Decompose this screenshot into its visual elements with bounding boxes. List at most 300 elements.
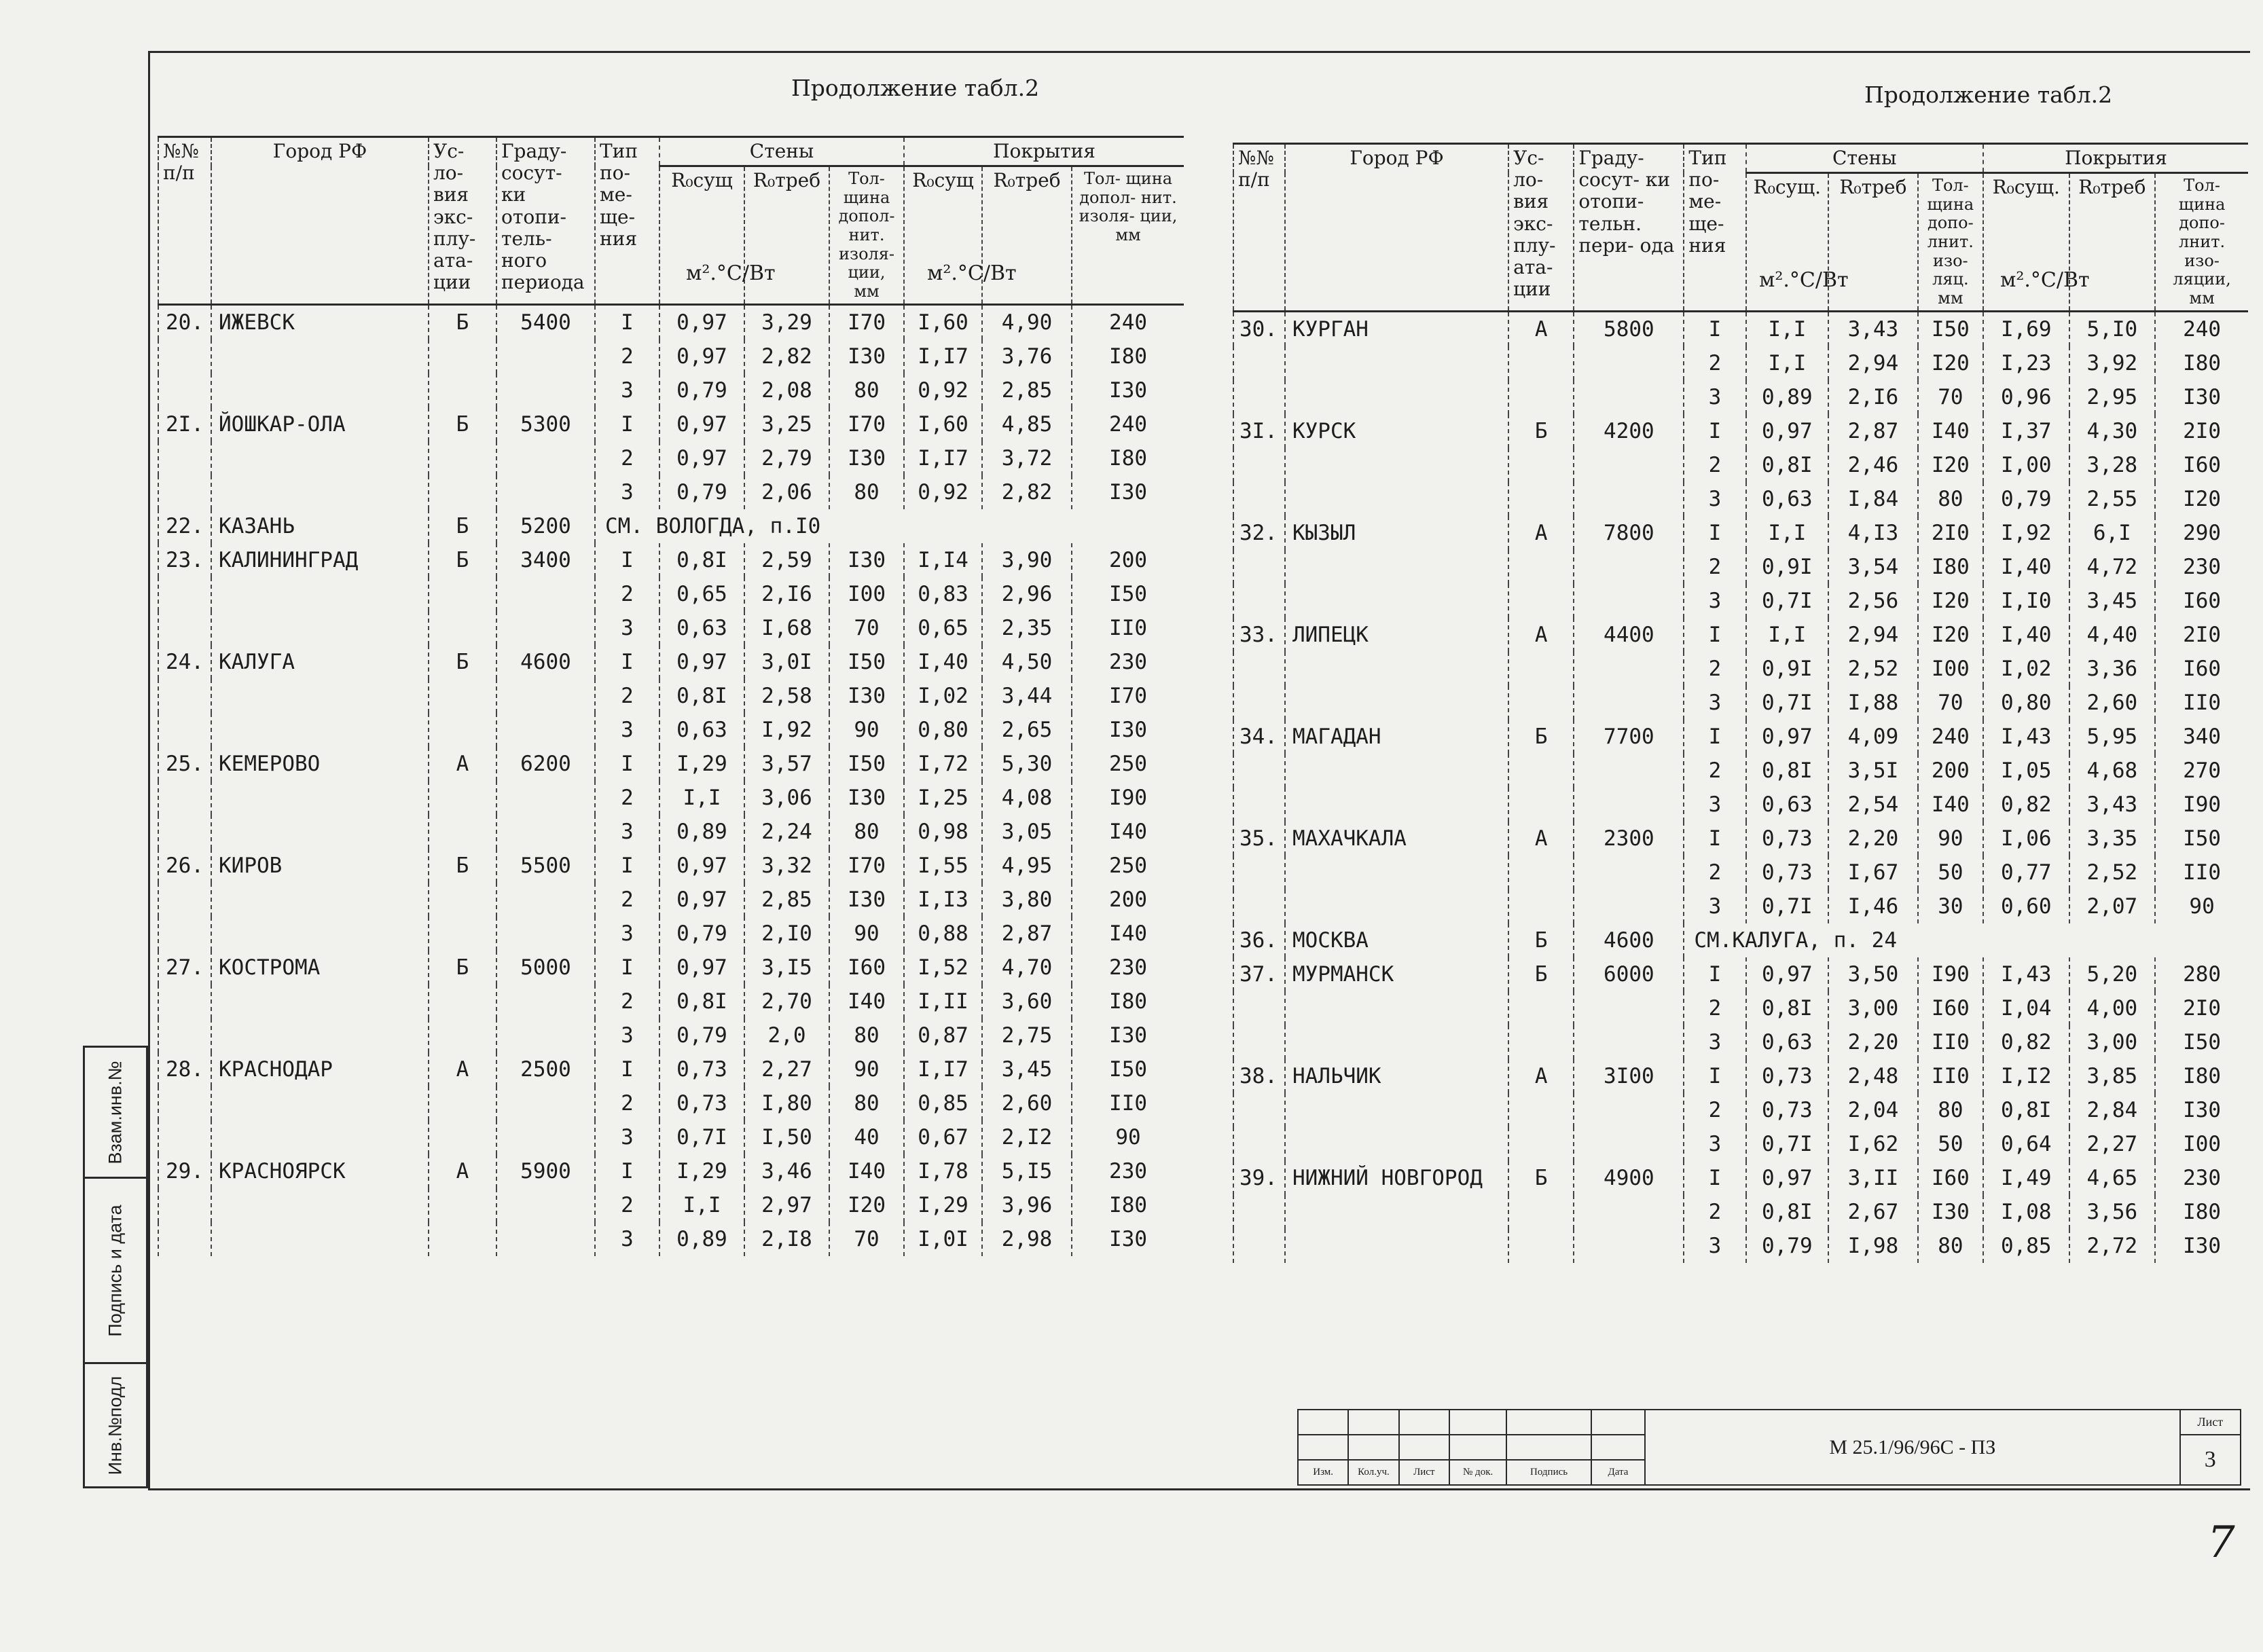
walls-r-required: 3,54	[1828, 550, 1918, 584]
walls-r-existing: 0,73	[659, 1086, 744, 1120]
operating-condition	[429, 883, 496, 917]
row-number: 28.	[158, 1052, 211, 1086]
room-type: 2	[595, 577, 659, 611]
roof-r-required: 3,90	[982, 543, 1072, 577]
walls-r-existing: 0,8I	[1746, 754, 1829, 788]
city-name	[1285, 346, 1508, 380]
walls-r-existing: 0,97	[659, 883, 744, 917]
roof-r-required: 3,00	[2069, 1025, 2156, 1059]
row-number: 22.	[158, 509, 211, 543]
stamp-label: Дата	[1591, 1460, 1645, 1485]
room-type: I	[1684, 1059, 1745, 1093]
table-row	[1233, 991, 2248, 1025]
stamp-label: № док.	[1449, 1460, 1506, 1485]
row-number: 24.	[158, 645, 211, 679]
city-name: МАХАЧКАЛА	[1285, 822, 1508, 856]
roof-r-required: 3,45	[982, 1052, 1072, 1086]
operating-condition	[429, 815, 496, 849]
walls-r-required: I,92	[744, 713, 829, 747]
walls-insulation-thickness: 80	[829, 373, 904, 407]
table-row	[158, 339, 1184, 373]
row-number	[158, 475, 211, 509]
operating-condition	[429, 611, 496, 645]
walls-r-required: 3,32	[744, 849, 829, 883]
room-type: I	[595, 849, 659, 883]
stamp-label: Изм.	[1298, 1460, 1348, 1485]
roof-r-required: 4,30	[2069, 414, 2156, 448]
roof-r-required: 4,00	[2069, 991, 2156, 1025]
hdr-walls-thickness: Тол- щина допол- нит. изоля- ции, мм	[829, 166, 904, 305]
roof-r-required: 3,76	[982, 339, 1072, 373]
roof-r-existing: I,04	[1983, 991, 2069, 1025]
walls-r-required: 2,67	[1828, 1195, 1918, 1229]
city-name	[211, 713, 429, 747]
walls-r-existing: 0,7I	[659, 1120, 744, 1154]
walls-r-existing: I,I	[1746, 516, 1829, 550]
hdr-degree-days: Граду- сосут- ки отопи- тельн. пери- ода	[1574, 144, 1684, 312]
row-number: 39.	[1233, 1161, 1285, 1195]
left-data-table	[158, 136, 1184, 1256]
roof-r-required: 2,07	[2069, 889, 2156, 923]
walls-insulation-thickness: 80	[829, 475, 904, 509]
row-number	[1233, 448, 1285, 482]
row-number	[1233, 686, 1285, 720]
walls-r-existing: I,29	[659, 1154, 744, 1188]
roof-r-required: 4,72	[2069, 550, 2156, 584]
roof-r-required: 2,52	[2069, 856, 2156, 889]
degree-days: 3I00	[1574, 1059, 1684, 1093]
table-row	[158, 441, 1184, 475]
room-type: 3	[1684, 686, 1745, 720]
city-name	[211, 985, 429, 1018]
walls-insulation-thickness: 80	[829, 815, 904, 849]
table-row	[158, 611, 1184, 645]
roof-r-required: 4,68	[2069, 754, 2156, 788]
row-number	[158, 1018, 211, 1052]
degree-days	[496, 1222, 595, 1256]
city-name	[211, 1222, 429, 1256]
title-block	[1297, 1409, 2241, 1486]
operating-condition: Б	[429, 645, 496, 679]
walls-insulation-thickness: I40	[829, 1154, 904, 1188]
roof-r-required: 2,I2	[982, 1120, 1072, 1154]
walls-r-required: 2,04	[1828, 1093, 1918, 1127]
table-row	[158, 543, 1184, 577]
city-name	[211, 781, 429, 815]
walls-r-required: I,68	[744, 611, 829, 645]
table-row	[158, 747, 1184, 781]
hdr-conditions: Ус- ло- вия экс- плу- ата- ции	[429, 137, 496, 305]
city-name	[1285, 652, 1508, 686]
walls-r-required: 4,09	[1828, 720, 1918, 754]
walls-r-existing: 0,89	[659, 815, 744, 849]
table-row	[1233, 923, 2248, 957]
room-type: I	[595, 747, 659, 781]
operating-condition: Б	[429, 849, 496, 883]
row-number	[158, 883, 211, 917]
roof-insulation-thickness: 290	[2155, 516, 2248, 550]
walls-insulation-thickness: 80	[1918, 1093, 1983, 1127]
roof-insulation-thickness: I40	[1072, 917, 1184, 951]
row-number	[1233, 889, 1285, 923]
walls-r-required: 2,I0	[744, 917, 829, 951]
roof-r-existing: I,I7	[904, 441, 982, 475]
walls-insulation-thickness: I20	[1918, 618, 1983, 652]
walls-r-required: 2,94	[1828, 618, 1918, 652]
walls-r-existing: 0,97	[659, 407, 744, 441]
walls-insulation-thickness: I40	[829, 985, 904, 1018]
walls-r-required: I,88	[1828, 686, 1918, 720]
hdr-roof-thickness: Тол- щина допол- нит. изоля- ции, мм	[1072, 166, 1184, 305]
hdr-room-type: Тип по- ме- ще- ния	[1684, 144, 1745, 312]
walls-insulation-thickness: I60	[1918, 1161, 1983, 1195]
city-name: НИЖНИЙ НОВГОРОД	[1285, 1161, 1508, 1195]
table-row	[1233, 414, 2248, 448]
degree-days	[496, 815, 595, 849]
walls-insulation-thickness: II0	[1918, 1059, 1983, 1093]
roof-r-existing: I,02	[1983, 652, 2069, 686]
roof-insulation-thickness: I50	[2155, 1025, 2248, 1059]
roof-r-required: 4,70	[982, 951, 1072, 985]
city-name	[211, 339, 429, 373]
walls-r-existing: 0,73	[1746, 1093, 1829, 1127]
row-number: 26.	[158, 849, 211, 883]
roof-r-required: 2,35	[982, 611, 1072, 645]
walls-r-existing: 0,79	[659, 1018, 744, 1052]
roof-r-required: 2,55	[2069, 482, 2156, 516]
roof-insulation-thickness: I80	[2155, 346, 2248, 380]
right-units-roof: м².°С/Вт	[2000, 268, 2090, 292]
room-type: I	[1684, 957, 1745, 991]
roof-r-required: 3,05	[982, 815, 1072, 849]
roof-insulation-thickness: 270	[2155, 754, 2248, 788]
operating-condition: Б	[1508, 957, 1574, 991]
walls-insulation-thickness: 70	[829, 611, 904, 645]
city-name	[211, 1086, 429, 1120]
roof-r-existing: I,72	[904, 747, 982, 781]
degree-days: 4600	[496, 645, 595, 679]
operating-condition	[1508, 1195, 1574, 1229]
degree-days: 5200	[496, 509, 595, 543]
roof-r-existing: I,00	[1983, 448, 2069, 482]
operating-condition	[429, 917, 496, 951]
degree-days	[1574, 380, 1684, 414]
row-number	[1233, 991, 1285, 1025]
room-type: 3	[595, 917, 659, 951]
hdr-city: Город РФ	[211, 137, 429, 305]
hdr-num: №№ п/п	[1233, 144, 1285, 312]
walls-r-existing: 0,97	[1746, 414, 1829, 448]
room-type: I	[1684, 822, 1745, 856]
roof-insulation-thickness: I90	[1072, 781, 1184, 815]
table-row	[1233, 720, 2248, 754]
city-name	[1285, 550, 1508, 584]
walls-r-existing: 0,63	[659, 713, 744, 747]
room-type: 2	[595, 1086, 659, 1120]
degree-days	[496, 679, 595, 713]
walls-r-existing: 0,79	[659, 475, 744, 509]
roof-r-existing: 0,83	[904, 577, 982, 611]
roof-r-required: 6,I	[2069, 516, 2156, 550]
roof-insulation-thickness: I30	[1072, 1222, 1184, 1256]
degree-days	[1574, 584, 1684, 618]
table-row	[1233, 1059, 2248, 1093]
operating-condition: Б	[429, 407, 496, 441]
degree-days: 5000	[496, 951, 595, 985]
operating-condition	[429, 713, 496, 747]
city-name	[211, 611, 429, 645]
city-name	[1285, 788, 1508, 822]
walls-insulation-thickness: I40	[1918, 414, 1983, 448]
walls-r-required: 3,II	[1828, 1161, 1918, 1195]
room-type: 2	[595, 679, 659, 713]
room-type: 2	[1684, 1195, 1745, 1229]
right-data-table	[1233, 143, 2248, 1263]
walls-r-required: 3,46	[744, 1154, 829, 1188]
roof-r-existing: I,43	[1983, 957, 2069, 991]
operating-condition	[1508, 550, 1574, 584]
row-number: 25.	[158, 747, 211, 781]
degree-days	[496, 1188, 595, 1222]
walls-insulation-thickness: I80	[1918, 550, 1983, 584]
roof-r-required: 4,65	[2069, 1161, 2156, 1195]
roof-r-existing: I,I3	[904, 883, 982, 917]
roof-r-required: 2,98	[982, 1222, 1072, 1256]
degree-days	[1574, 889, 1684, 923]
roof-insulation-thickness: I60	[2155, 652, 2248, 686]
table-row	[158, 373, 1184, 407]
operating-condition: Б	[429, 543, 496, 577]
roof-insulation-thickness: I30	[2155, 380, 2248, 414]
roof-r-existing: I,25	[904, 781, 982, 815]
row-number	[158, 1222, 211, 1256]
roof-r-required: 4,50	[982, 645, 1072, 679]
walls-insulation-thickness: 90	[1918, 822, 1983, 856]
walls-r-existing: 0,73	[1746, 822, 1829, 856]
operating-condition	[1508, 448, 1574, 482]
roof-r-existing: 0,85	[904, 1086, 982, 1120]
degree-days: 6200	[496, 747, 595, 781]
degree-days: 4200	[1574, 414, 1684, 448]
degree-days	[1574, 652, 1684, 686]
operating-condition	[1508, 380, 1574, 414]
room-type: 2	[595, 441, 659, 475]
stamp-ref-inv: Взам.инв.№	[105, 1060, 126, 1164]
table-row	[1233, 346, 2248, 380]
roof-r-required: 4,40	[2069, 618, 2156, 652]
hdr-roof-r-req: R₀треб	[2069, 173, 2156, 312]
hdr-walls: Стены	[1746, 144, 1983, 173]
operating-condition	[429, 339, 496, 373]
walls-r-required: 2,20	[1828, 822, 1918, 856]
page-mark: 7	[2207, 1518, 2235, 1568]
walls-r-required: 2,97	[744, 1188, 829, 1222]
hdr-walls-r-req: R₀треб	[1828, 173, 1918, 312]
room-type: 3	[1684, 1127, 1745, 1161]
roof-insulation-thickness: 240	[1072, 407, 1184, 441]
room-type: I	[1684, 516, 1745, 550]
roof-r-existing: I,I0	[1983, 584, 2069, 618]
city-name: МУРМАНСК	[1285, 957, 1508, 991]
walls-r-required: 2,58	[744, 679, 829, 713]
city-name	[1285, 448, 1508, 482]
degree-days: 5400	[496, 305, 595, 340]
roof-insulation-thickness: I80	[1072, 1188, 1184, 1222]
row-number	[1233, 1025, 1285, 1059]
roof-r-existing: I,0I	[904, 1222, 982, 1256]
row-number: 20.	[158, 305, 211, 340]
walls-insulation-thickness: I40	[1918, 788, 1983, 822]
row-number	[1233, 1229, 1285, 1263]
walls-r-required: 3,00	[1828, 991, 1918, 1025]
walls-insulation-thickness: 200	[1918, 754, 1983, 788]
operating-condition: Б	[429, 509, 496, 543]
roof-insulation-thickness: I00	[2155, 1127, 2248, 1161]
degree-days	[1574, 550, 1684, 584]
table-row	[1233, 312, 2248, 347]
operating-condition	[1508, 652, 1574, 686]
table-row	[158, 883, 1184, 917]
operating-condition: Б	[1508, 1161, 1574, 1195]
frame-bottom-border	[148, 1488, 2250, 1490]
walls-insulation-thickness: I60	[1918, 991, 1983, 1025]
roof-insulation-thickness: 90	[1072, 1120, 1184, 1154]
room-type: 3	[1684, 1025, 1745, 1059]
degree-days	[496, 339, 595, 373]
table-row	[158, 1222, 1184, 1256]
walls-r-existing: 0,97	[659, 441, 744, 475]
table-row	[1233, 584, 2248, 618]
room-type: 2	[595, 339, 659, 373]
row-number	[158, 815, 211, 849]
row-number	[158, 1086, 211, 1120]
roof-insulation-thickness: I30	[1072, 713, 1184, 747]
row-number	[1233, 754, 1285, 788]
walls-r-existing: 0,8I	[659, 543, 744, 577]
walls-insulation-thickness: II0	[1918, 1025, 1983, 1059]
walls-insulation-thickness: 30	[1918, 889, 1983, 923]
operating-condition	[1508, 991, 1574, 1025]
roof-insulation-thickness: I50	[1072, 1052, 1184, 1086]
operating-condition	[429, 1188, 496, 1222]
roof-r-required: 2,72	[2069, 1229, 2156, 1263]
walls-r-existing: 0,97	[1746, 720, 1829, 754]
degree-days	[496, 373, 595, 407]
table-row	[1233, 754, 2248, 788]
roof-r-required: 3,72	[982, 441, 1072, 475]
city-name: КЕМЕРОВО	[211, 747, 429, 781]
hdr-roof-r-exist: R₀сущ	[904, 166, 982, 305]
city-name	[211, 441, 429, 475]
table-row	[158, 1154, 1184, 1188]
row-number: 29.	[158, 1154, 211, 1188]
operating-condition: А	[1508, 516, 1574, 550]
roof-r-required: 5,I0	[2069, 312, 2156, 347]
city-name: КАЗАНЬ	[211, 509, 429, 543]
walls-r-required: 2,0	[744, 1018, 829, 1052]
operating-condition: А	[429, 1052, 496, 1086]
room-type: 2	[1684, 448, 1745, 482]
table-row	[1233, 618, 2248, 652]
table-row	[1233, 957, 2248, 991]
city-name: КРАСНОЯРСК	[211, 1154, 429, 1188]
degree-days	[1574, 856, 1684, 889]
row-number	[158, 373, 211, 407]
row-number	[1233, 1195, 1285, 1229]
city-name	[1285, 856, 1508, 889]
degree-days	[496, 577, 595, 611]
room-type: 3	[595, 815, 659, 849]
roof-r-existing: I,I7	[904, 1052, 982, 1086]
row-number	[1233, 482, 1285, 516]
city-name	[211, 679, 429, 713]
room-type: I	[1684, 618, 1745, 652]
city-name	[1285, 754, 1508, 788]
table-row	[158, 1120, 1184, 1154]
degree-days: 5500	[496, 849, 595, 883]
walls-r-existing: 0,97	[1746, 957, 1829, 991]
walls-r-existing: I,I	[1746, 618, 1829, 652]
roof-r-required: 5,I5	[982, 1154, 1072, 1188]
walls-r-required: 2,08	[744, 373, 829, 407]
operating-condition	[1508, 889, 1574, 923]
row-number	[158, 577, 211, 611]
row-number	[158, 713, 211, 747]
walls-r-existing: I,I	[659, 1188, 744, 1222]
city-name: КУРГАН	[1285, 312, 1508, 347]
row-number: 27.	[158, 951, 211, 985]
walls-insulation-thickness: I60	[829, 951, 904, 985]
roof-r-required: 2,96	[982, 577, 1072, 611]
hdr-roof-r-req: R₀треб	[982, 166, 1072, 305]
walls-r-required: 2,20	[1828, 1025, 1918, 1059]
room-type: 3	[1684, 482, 1745, 516]
walls-insulation-thickness: 90	[829, 1052, 904, 1086]
table-row	[1233, 652, 2248, 686]
walls-insulation-thickness: I20	[829, 1188, 904, 1222]
row-number	[1233, 856, 1285, 889]
roof-r-required: 5,30	[982, 747, 1072, 781]
roof-r-existing: 0,98	[904, 815, 982, 849]
roof-r-required: 2,85	[982, 373, 1072, 407]
roof-r-existing: 0,8I	[1983, 1093, 2069, 1127]
walls-insulation-thickness: I30	[1918, 1195, 1983, 1229]
table-row	[1233, 448, 2248, 482]
table-row	[1233, 380, 2248, 414]
walls-insulation-thickness: 90	[829, 713, 904, 747]
roof-insulation-thickness: 230	[1072, 1154, 1184, 1188]
table-row	[1233, 550, 2248, 584]
city-name: КРАСНОДАР	[211, 1052, 429, 1086]
row-number	[1233, 380, 1285, 414]
room-type: 3	[1684, 584, 1745, 618]
row-number	[158, 441, 211, 475]
walls-r-required: 2,87	[1828, 414, 1918, 448]
operating-condition	[429, 475, 496, 509]
roof-r-existing: I,43	[1983, 720, 2069, 754]
walls-r-existing: I,I	[1746, 312, 1829, 347]
walls-r-required: 2,94	[1828, 346, 1918, 380]
sheet-label: Лист	[2180, 1410, 2241, 1435]
roof-r-existing: I,06	[1983, 822, 2069, 856]
walls-insulation-thickness: 2I0	[1918, 516, 1983, 550]
row-number	[158, 1188, 211, 1222]
walls-r-required: I,80	[744, 1086, 829, 1120]
table-row	[158, 849, 1184, 883]
roof-r-required: 2,95	[2069, 380, 2156, 414]
hdr-roof: Покрытия	[904, 137, 1184, 166]
walls-r-required: 2,27	[744, 1052, 829, 1086]
